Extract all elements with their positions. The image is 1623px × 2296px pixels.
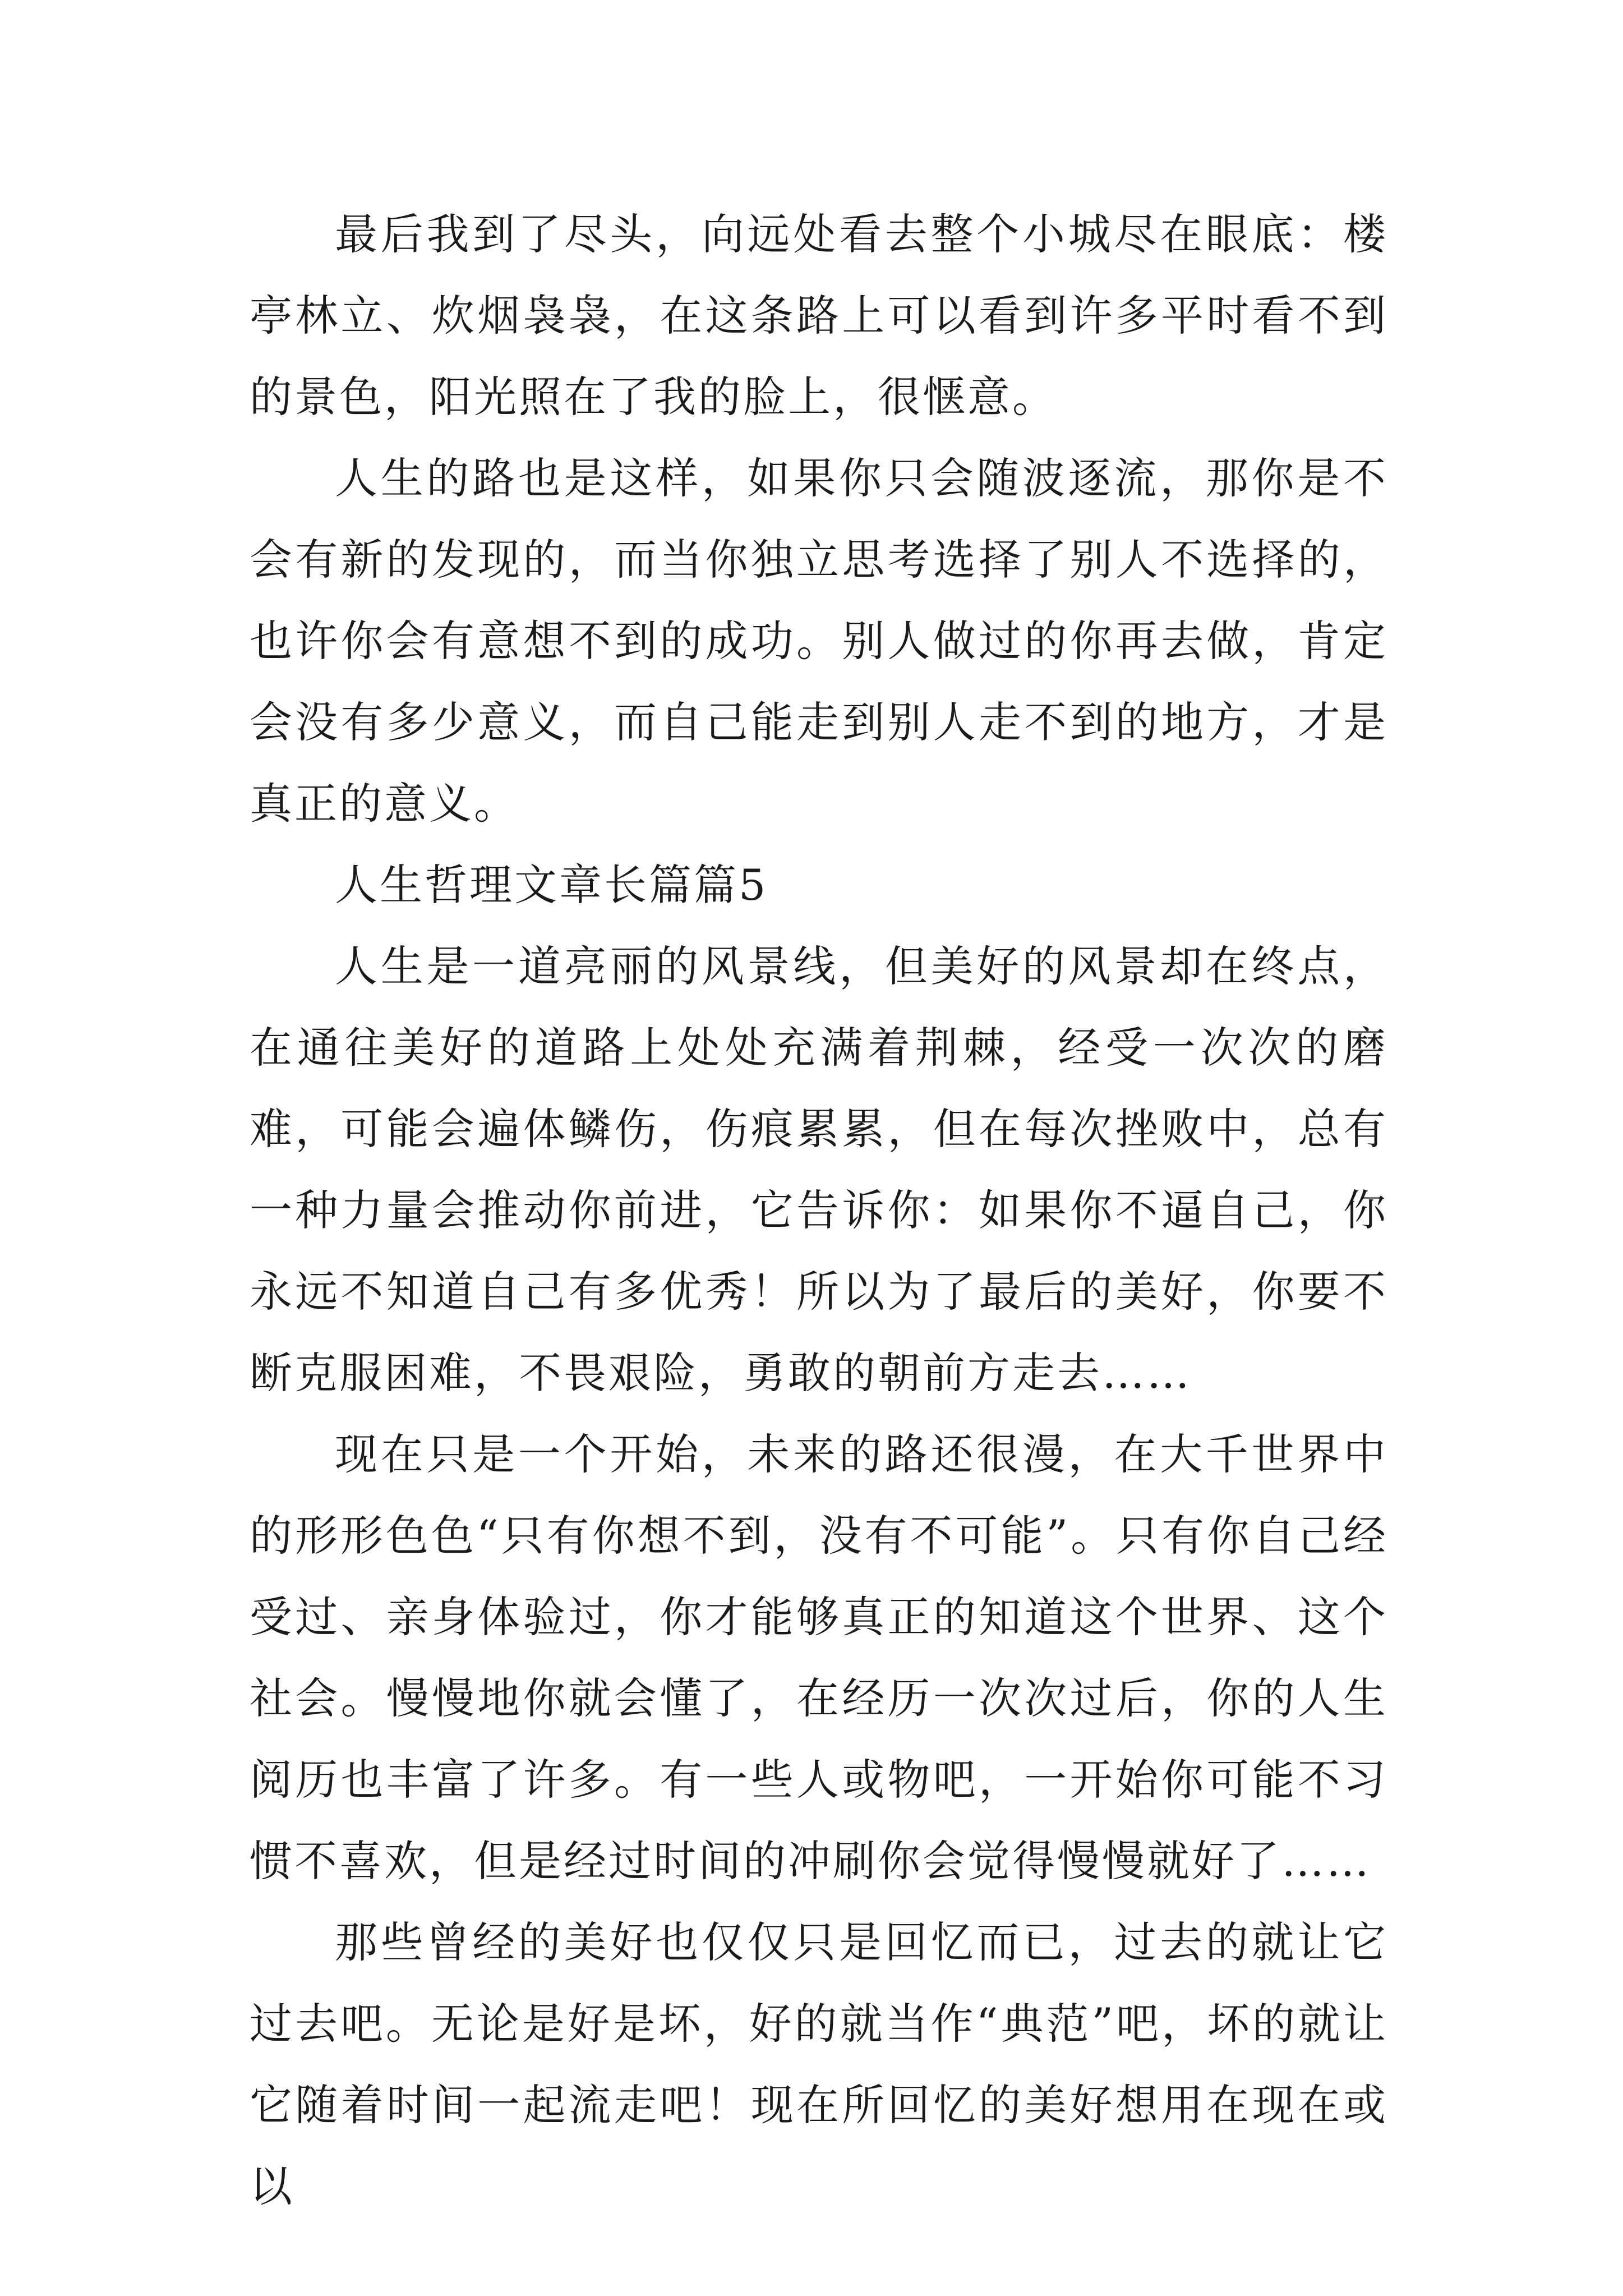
- document-body: [250, 194, 1388, 2227]
- section-heading: 人生哲理文章长篇篇5: [335, 860, 768, 910]
- paragraph-scenery-line: 人生是一道亮丽的风景线，但美好的风景却在终点，在通往美好的道路上处处充满着荆棘，经受一次次的磨难，可能会遍体鳞伤，伤痕累累，但在每次挫败中，总有一种力量会推动你前进，它告诉你：如果你不逼自己，你永远不知道自己有多优秀！所以为了最后的美好，你要不断克服困难，不畏艰险，勇敢的朝前方走去……: [250, 941, 1388, 1398]
- paragraph-past-memories: 那些曾经的美好也仅仅只是回忆而已，过去的就让它过去吧。无论是好是坏，好的就当作“典范”吧，坏的就让它随着时间一起流走吧！现在所回忆的美好想用在现在或以: [250, 1917, 1388, 2211]
- paragraph-ending-view: 最后我到了尽头，向远处看去整个小城尽在眼底：楼亭林立、炊烟袅袅，在这条路上可以看到许多平时看不到的景色，阳光照在了我的脸上，很惬意。: [250, 209, 1388, 422]
- paragraph-life-road: 人生的路也是这样，如果你只会随波逐流，那你是不会有新的发现的，而当你独立思考选择了别人不选择的，也许你会有意想不到的成功。别人做过的你再去做，肯定会没有多少意义，而自己能走到别人走不到的地方，才是真正的意义。: [250, 453, 1388, 829]
- paragraph-just-beginning: 现在只是一个开始，未来的路还很漫，在大千世界中的形形色色“只有你想不到，没有不可能”。只有你自己经受过、亲身体验过，你才能够真正的知道这个世界、这个社会。慢慢地你就会懂了，在经历一次次过后，你的人生阅历也丰富了许多。有一些人或物吧，一开始你可能不习惯不喜欢，但是经过时间的冲刷你会觉得慢慢就好了……: [250, 1429, 1388, 1886]
